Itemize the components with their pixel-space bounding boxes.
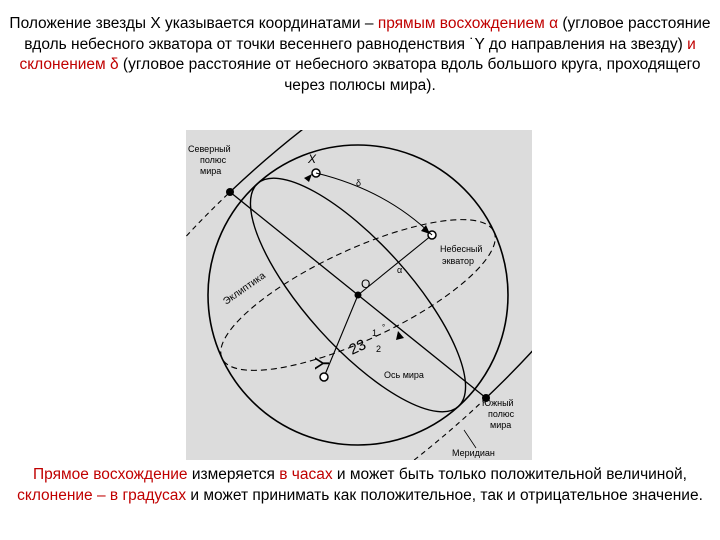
tilt-degree: ° — [382, 323, 386, 332]
caption-part2: измеряется — [187, 466, 280, 483]
tilt-numerator: 1 — [372, 328, 378, 338]
star-label: X — [308, 152, 317, 166]
axis-label: Ось мира — [384, 370, 424, 380]
intro-part3: (угловое расстояние вдоль небесного экватора от точки весеннего равноденствия ˙Υ до направления на звезду) — [24, 15, 711, 53]
caption-hours: в часах — [279, 466, 333, 483]
intro-part5: (угловое расстояние от небесного экватора вдоль большого круга, проходящего через полюсы мира). — [118, 56, 701, 94]
center-point — [355, 292, 362, 299]
caption-part4: и может быть только положительной величиной, — [332, 466, 687, 483]
south-pole-label-2: полюс — [488, 409, 515, 419]
caption-right-ascension: Прямое восхождение — [33, 466, 188, 483]
meridian-label: Меридиан — [452, 448, 495, 458]
center-label: O — [361, 277, 371, 291]
ecliptic-label: Эклиптика — [221, 270, 268, 308]
delta-label: δ — [356, 178, 362, 188]
intro-right-ascension: прямым восхождением α — [377, 15, 559, 32]
caption-part6: и может принимать как положительное, так и отрицательное значение. — [186, 486, 703, 504]
south-pole-label-3: мира — [490, 420, 512, 430]
celestial-sphere-diagram — [186, 130, 532, 460]
south-pole-label-1: Южный — [482, 398, 514, 408]
north-pole-label-3: мира — [200, 166, 222, 176]
intro-declination: и склонением δ — [19, 35, 696, 73]
equator-label-1: Небесный — [440, 244, 483, 254]
caption-degrees: склонение – в градусах — [17, 486, 187, 504]
equinox-point — [320, 373, 328, 381]
tilt-label: 23 — [346, 336, 369, 359]
meridian-pointer — [464, 430, 476, 448]
celestial-sphere-figure — [186, 130, 532, 460]
caption-text — [6, 465, 714, 506]
north-pole-point — [226, 188, 234, 196]
alpha-label: α — [397, 265, 403, 275]
axis-arrow — [396, 331, 404, 340]
intro-part1: Положение звезды X указывается координатами – — [9, 15, 378, 32]
delta-arrow — [304, 174, 312, 182]
north-pole-label-1: Северный — [188, 144, 231, 154]
equinox-label: Υ — [312, 356, 334, 370]
intro-text — [6, 14, 714, 96]
equator-label-2: экватор — [442, 256, 475, 266]
tilt-denominator: 2 — [376, 344, 382, 354]
north-pole-label-2: полюс — [200, 155, 227, 165]
